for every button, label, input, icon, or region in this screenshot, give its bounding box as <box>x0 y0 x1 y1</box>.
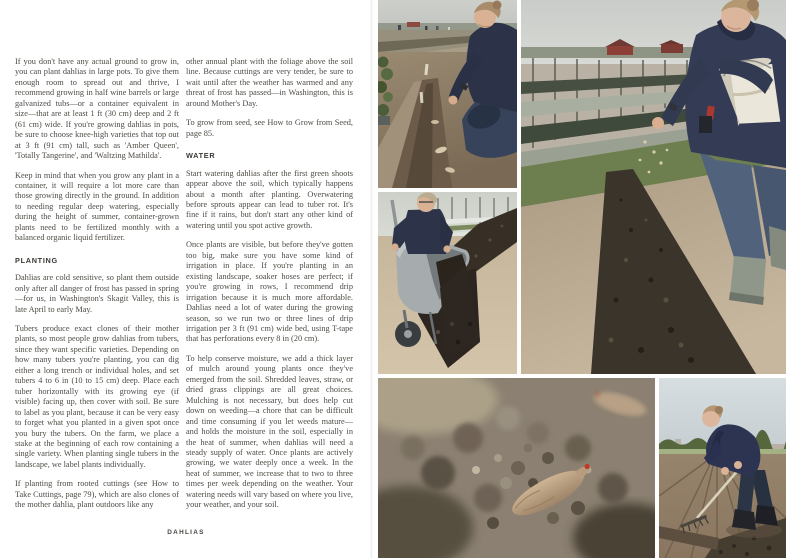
section-heading-water: WATER <box>186 151 216 161</box>
photo-planting-tubers-art <box>378 0 517 188</box>
body-paragraph: Dahlias are cold sensitive, so plant them outside only after all danger of frost has passed in spring—for us, in Washington's Skagit Valley, this is late April to early May. <box>15 273 179 314</box>
photo-raking-field-art <box>659 378 786 558</box>
photo-wheelbarrow-compost-art <box>378 192 517 374</box>
photo-tuber-closeup <box>378 378 655 558</box>
photo-tuber-closeup-art <box>378 378 655 558</box>
body-paragraph: If you don't have any actual ground to grow in, you can plant dahlias in large pots. To give them enough room to spread out and thrive, I recommend growing in half wine barrels or large galvanized tubs—or a container equivalent in size—that are at least 1 ft (30 cm) deep and 2 ft (61 cm) wide. If you're growing dahlias in pots, be sure to choose knee-high varieties that top out at 3 ft (91 cm) tall, such as 'Amber Queen', 'Totally Tangerine', and 'Waltzing Mathilda'. <box>15 57 179 161</box>
photo-wheelbarrow-compost <box>378 192 517 374</box>
page-spine-divider <box>370 0 373 558</box>
body-paragraph: To help conserve moisture, we add a thick layer of mulch around young plants once they've emerged from the soil. Shredded leaves, straw, or dried grass clippings are all great choices. Mulching is not necessary, but does help cut down on weeding—a chore that can be difficult and time consuming if you let weeds mature—and holds the moisture in the soil, especially in the heat of summer, when dahlias will need a steady supply of water. Once plants are actively growing, we water deeply once a week. In the heat of summer, we increase that to two to three times per week depending on the weather. Your watering needs will vary based on where you live, your weather, and your soil. <box>186 353 353 510</box>
body-paragraph: Once plants are visible, but before they've gotten too big, make sure you have some kind of irrigation in place. If you're planting in an existing landscape, soaker hoses are perfect; if you're growing in rows, I recommend drip irrigation because it is much more affordable. Dahlias need a lot of water during the growing season, so we run two or three lines of drip irrigation per 3 ft (91 cm) wide bed, using T-tape that has perforations every 8 in (20 cm). <box>186 240 353 344</box>
photo-planting-tubers <box>378 0 517 188</box>
body-paragraph: To grow from seed, see How to Grow from Seed, page 85. <box>186 118 353 138</box>
photo-raking-field <box>659 378 786 558</box>
body-paragraph: Start watering dahlias after the first green shoots appear above the soil, which typically happens about a month after planting. Overwatering before sprouts appear can lead to tuber rot. It's fine if it rains, but don't start any other kind of watering until you spot active growth. <box>186 168 353 230</box>
photo-bucket-sprinkling-art <box>521 0 786 374</box>
text-column-1 <box>15 57 179 520</box>
body-paragraph: If planting from rooted cuttings (see How to Take Cuttings, page 79), which are also clones of the mother dahlia, plant outdoors like any <box>15 479 179 510</box>
photo-bucket-sprinkling <box>521 0 786 374</box>
body-paragraph: Keep in mind that when you grow any plant in a container, it will require a lot more care than those growing directly in the ground. In addition to needing regular deep watering, especially during the height of summer, container-grown plants need to be fertilized monthly with a balanced organic liquid fertilizer. <box>15 170 179 243</box>
running-footer: DAHLIAS <box>167 529 205 536</box>
body-paragraph: other annual plant with the foliage above the soil line. Because cuttings are very tender, be sure to wait until after the weather has warmed and any threat of frost has passed—in Washington, this is around Mother's Day. <box>186 57 353 108</box>
body-paragraph: Tubers produce exact clones of their mother plants, so most people grow dahlias from tubers, since they want specific varieties. Depending on how many tubers you're planting, you can dig either a long trench or individual holes, and set tubers 4 to 6 in (10 to 15 cm) deep. Place each tuber horizontally with its growing eye (if visible) facing up, then cover with soil. Be sure to label as you plant, because it can be very easy to forget what you planted in a given spot once you bury the tubers. On the farm, we place a stake at the beginning of each row containing a single variety. When planting single tubers in the landscape, we label plants individually. <box>15 323 179 469</box>
section-heading-planting: PLANTING <box>15 255 58 265</box>
text-column-2 <box>186 57 353 520</box>
